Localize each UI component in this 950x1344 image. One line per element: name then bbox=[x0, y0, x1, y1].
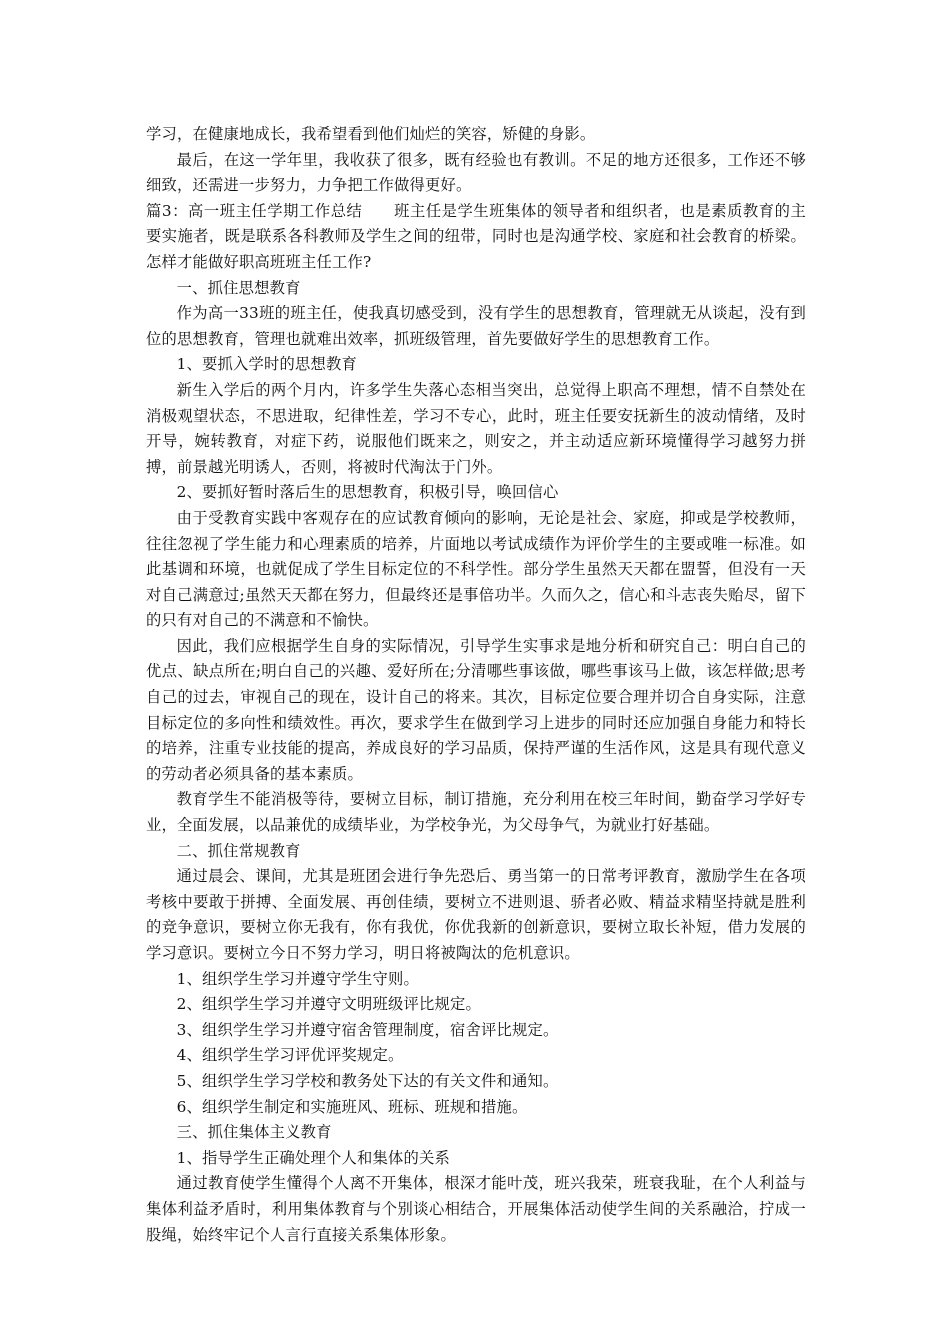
paragraph: 1、组织学生学习并遵守学生守则。 bbox=[176, 969, 419, 988]
paragraph: 篇3：高一班主任学期工作总结 班主任是学生班集体的领导者和组织者，也是素质教育的主要实施者，既是联系各科教师及学生之间的纽带，同时也是沟通学校、家庭和社会教育的桥梁。怎样才能做好职高班班主任工作? bbox=[146, 201, 806, 271]
paragraph: 通过晨会、课间，尤其是班团会进行争先恐后、勇当第一的日常考评教育，激励学生在各项考核中要敢于拼搏、全面发展、再创佳绩，要树立不进则退、骄者必败、精益求精坚持就是胜利的竞争意识，要树立你无我有，你有我优，你优我新的创新意识，要树立取长补短，借力发展的学习意识。要树立今日不努力学习，明日将被陶汰的危机意识。 bbox=[146, 867, 806, 962]
paragraph: 1、要抓入学时的思想教育 bbox=[176, 355, 357, 374]
paragraph: 一、抓住思想教育 bbox=[176, 278, 301, 297]
paragraph: 3、组织学生学习并遵守宿舍管理制度，宿舍评比规定。 bbox=[176, 1020, 559, 1039]
paragraph: 教育学生不能消极等待，要树立目标，制订措施，充分利用在校三年时间，勤奋学习学好专业，全面发展，以品兼优的成绩毕业，为学校争光，为父母争气，为就业打好基础。 bbox=[146, 790, 806, 835]
paragraph: 三、抓住集体主义教育 bbox=[176, 1123, 332, 1142]
paragraph: 最后，在这一学年里，我收获了很多，既有经验也有教训。不足的地方还很多，工作还不够细致，还需进一步努力，力争把工作做得更好。 bbox=[146, 150, 806, 195]
paragraph: 由于受教育实践中客观存在的应试教育倾向的影响，无论是社会、家庭，抑或是学校教师，往往忽视了学生能力和心理素质的培养，片面地以考试成绩作为评价学生的主要或唯一标准。如此基调和环境，也就促成了学生目标定位的不科学性。部分学生虽然天天都在盟誓，但没有一天对自己满意过;虽然天天都在努力，但最终还是事倍功半。久而久之，信心和斗志丧失贻尽，留下的只有对自己的不满意和不愉快。 bbox=[146, 508, 806, 630]
paragraph: 5、组织学生学习学校和教务处下达的有关文件和通知。 bbox=[176, 1071, 559, 1090]
paragraph: 作为高一33班的班主任，使我真切感受到，没有学生的思想教育，管理就无从谈起，没有到位的思想教育，管理也就难出效率，抓班级管理，首先要做好学生的思想教育工作。 bbox=[146, 304, 806, 348]
document-page bbox=[146, 122, 806, 1248]
paragraph: 4、组织学生学习评优评奖规定。 bbox=[176, 1046, 404, 1065]
paragraph: 二、抓住常规教育 bbox=[176, 841, 301, 860]
paragraph: 6、组织学生制定和实施班风、班标、班规和措施。 bbox=[176, 1097, 528, 1116]
paragraph: 1、指导学生正确处理个人和集体的关系 bbox=[176, 1148, 450, 1167]
paragraph: 2、要抓好暂时落后生的思想教育，积极引导，唤回信心 bbox=[176, 483, 559, 502]
paragraph: 学习，在健康地成长，我希望看到他们灿烂的笑容，矫健的身影。 bbox=[146, 125, 596, 143]
paragraph: 通过教育使学生懂得个人离不开集体，根深才能叶茂，班兴我荣，班衰我耻，在个人利益与集体利益矛盾时，利用集体教育与个别谈心相结合，开展集体活动使学生间的关系融洽，拧成一股绳，始终牢记个人言行直接关系集体形象。 bbox=[146, 1174, 806, 1244]
paragraph: 2、组织学生学习并遵守文明班级评比规定。 bbox=[176, 995, 481, 1014]
paragraph: 新生入学后的两个月内，许多学生失落心态相当突出，总觉得上职高不理想，情不自禁处在消极观望状态，不思进取，纪律性差，学习不专心，此时，班主任要安抚新生的波动情绪，及时开导，婉转教育，对症下药，说服他们既来之，则安之，并主动适应新环境懂得学习越努力拼搏，前景越光明诱人，否则，将被时代淘汰于门外。 bbox=[146, 380, 806, 476]
paragraph: 因此，我们应根据学生自身的实际情况，引导学生实事求是地分析和研究自己：明白自己的优点、缺点所在;明白自己的兴趣、爱好所在;分清哪些事该做，哪些事该马上做，该怎样做;思考自己的过去，审视自己的现在，设计自己的将来。其次，目标定位要合理并切合自身实际，注意目标定位的多向性和绩效性。再次，要求学生在做到学习上进步的同时还应加强自身能力和特长的培养，注重专业技能的提高，养成良好的学习品质，保持严谨的生活作风，这是具有现代意义的劳动者必须具备的基本素质。 bbox=[146, 636, 806, 783]
